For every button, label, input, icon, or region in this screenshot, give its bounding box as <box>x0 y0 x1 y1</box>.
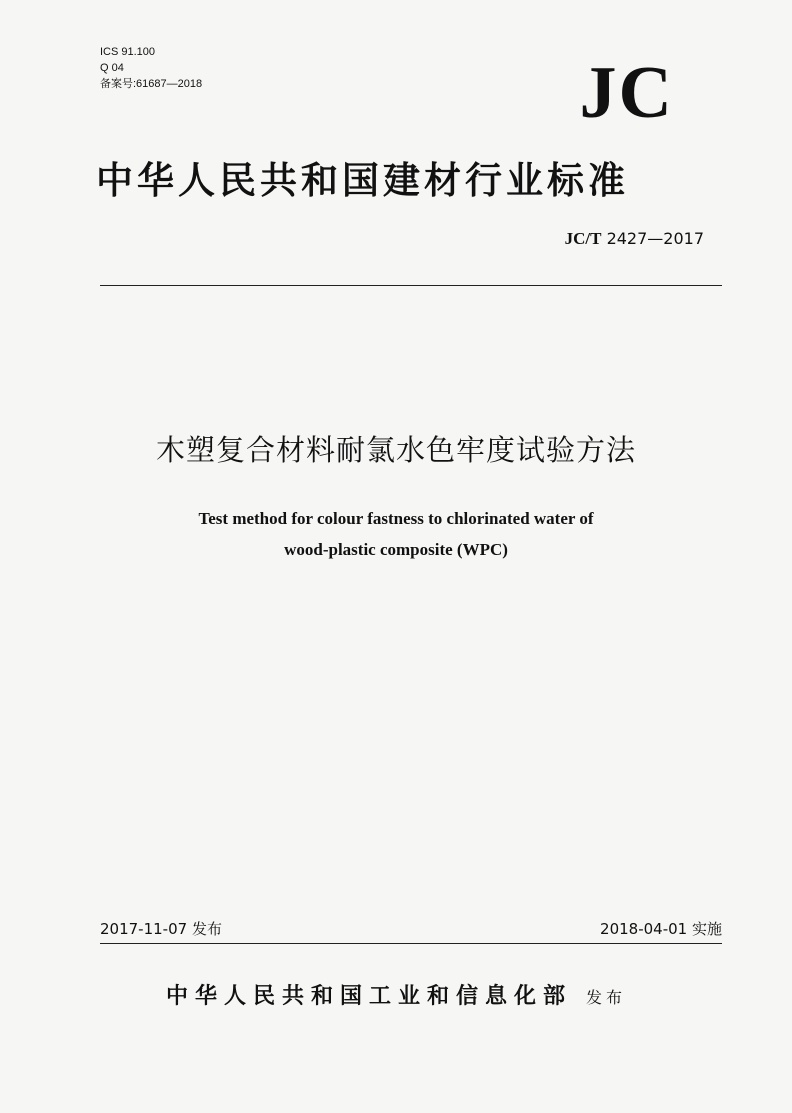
document-title-en <box>0 503 792 565</box>
document-title-en-line1: Test method for colour fastness to chlorinated water of <box>198 509 594 528</box>
record-number: 备案号:61687—2018 <box>100 78 203 90</box>
standard-number <box>565 229 704 249</box>
ccs-code: Q 04 <box>100 62 124 74</box>
document-title-zh: 木塑复合材料耐氯水色牢度试验方法 <box>155 433 636 467</box>
bottom-divider <box>100 943 722 944</box>
issue-date: 2017-11-07 发布 <box>100 920 222 938</box>
implementation-date: 2018-04-01 实施 <box>600 920 722 938</box>
jc-logo: JC <box>579 52 674 134</box>
issue-action: 发布 <box>586 988 627 1007</box>
standard-category-title: 中华人民共和国建材行业标准 <box>96 158 629 202</box>
ics-code: ICS 91.100 <box>100 46 156 58</box>
standard-number-value: 2427—2017 <box>606 229 704 248</box>
document-title-en-line2: wood-plastic composite (WPC) <box>284 540 508 559</box>
issuing-organization: 中华人民共和国工业和信息化部 <box>165 983 572 1009</box>
issuer-line <box>0 979 792 1010</box>
top-divider <box>100 285 722 286</box>
classification-block <box>100 44 202 92</box>
standard-number-prefix: JC/T <box>564 229 602 248</box>
